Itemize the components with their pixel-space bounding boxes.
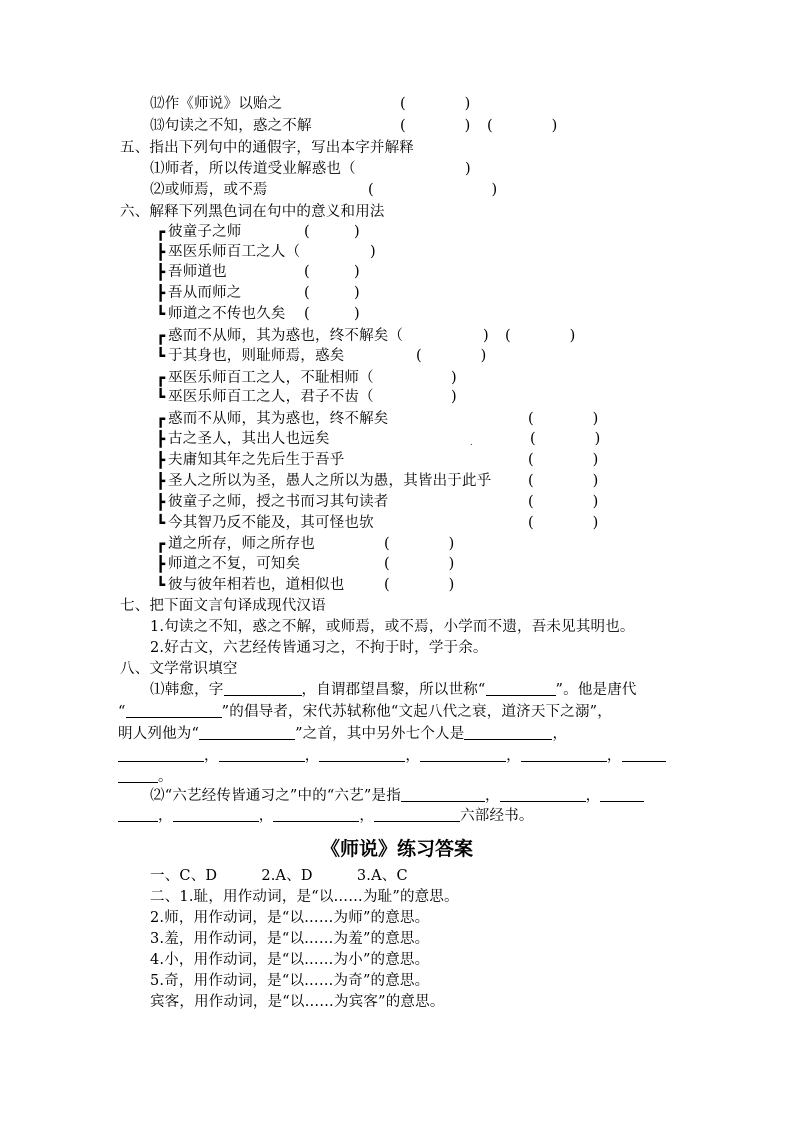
answer-paren: ( ) [400, 118, 471, 134]
answer-paren: ( ) [528, 411, 599, 427]
answer-paren: ( ) [416, 348, 487, 364]
translation-sentence: 1.句读之不知，惑之不解，或师焉，或不焉，小学而不遗，吾未见其明也。 [150, 619, 635, 635]
brace-icon: ┣ [156, 451, 166, 469]
fill-blank[interactable] [118, 768, 158, 783]
question-item: 圣人之所以为圣，愚人之所以为愚，其皆出于此乎 [168, 473, 492, 489]
section-heading-8: 八、文学常识填空 [120, 661, 238, 677]
fill-blank[interactable] [118, 807, 158, 822]
answer-paren: ) [370, 244, 376, 260]
brace-icon: ┣ [156, 555, 166, 573]
answer-paren: ) [483, 328, 489, 344]
answer-line: 3.羞，用作动词，是“以……为羞”的意思。 [150, 931, 430, 947]
answer-paren: ( ) [505, 328, 576, 344]
question-item: 道之所存，师之所存也 [168, 536, 315, 552]
fill-blank[interactable] [224, 681, 302, 696]
brace-icon: ┏ [156, 223, 166, 241]
fill-blank[interactable] [600, 787, 644, 802]
question-item: 巫医乐师百工之人，不耻相师（ [168, 370, 374, 386]
fill-line-5: 。 [118, 767, 173, 787]
fill-line-1: ⑴韩愈，字 ，自谓郡望昌黎，所以世称“ ”。他是唐代 [150, 682, 637, 698]
answer-line: 2.师，用作动词，是“以……为师”的意思。 [150, 910, 430, 926]
question-item: ⑴师者，所以传道受业解惑也（ [150, 161, 356, 177]
fill-blank[interactable] [126, 703, 222, 718]
answer-paren: ( ) [304, 224, 360, 240]
brace-icon: ┏ [156, 369, 166, 387]
brace-icon: ┏ [156, 535, 166, 553]
brace-icon: ┗ [156, 514, 166, 532]
fill-blank[interactable] [199, 725, 295, 740]
question-item: 吾从而师之 [168, 285, 242, 301]
fill-blank[interactable] [374, 807, 460, 822]
answer-paren: ( ) [528, 452, 599, 468]
answers-title: 《师说》练习答案 [320, 838, 473, 860]
fill-line-6: ⑵“六艺经传皆通习之”中的“六艺”是指 ， ， [150, 786, 644, 806]
fill-blank[interactable] [622, 747, 666, 762]
answer-line: 二、1.耻，用作动词，是“以……为耻”的意思。 [150, 889, 459, 905]
answer-paren: ( ) [487, 118, 558, 134]
question-item: 夫庸知其年之先后生于吾乎 [168, 452, 345, 468]
answer-paren: ) [451, 389, 457, 405]
fill-blank[interactable] [521, 747, 607, 762]
answer-line: 宾客，用作动词，是“以……为宾客”的意思。 [150, 994, 445, 1010]
fill-blank[interactable] [219, 747, 305, 762]
question-item: 巫医乐师百工之人（ [168, 244, 301, 260]
section-heading-6: 六、解释下列黑色词在句中的意义和用法 [120, 204, 385, 220]
answer-paren: ( ) [530, 431, 601, 447]
answer-paren: ( ) [304, 285, 360, 301]
brace-icon: ┏ [156, 327, 166, 345]
answer-paren: ) [465, 161, 471, 177]
question-item: 古之圣人，其出人也远矣 [168, 431, 330, 447]
answer-line: 一、C、D 2.A、D 3.A、C [150, 868, 408, 884]
answer-paren: ( ) [304, 264, 360, 280]
question-item: 彼童子之师 [168, 224, 242, 240]
question-item: 今其智乃反不能及，其可怪也欤 [168, 515, 374, 531]
fill-blank[interactable] [486, 681, 556, 696]
answer-paren: ) [451, 370, 457, 386]
question-item: 彼童子之师，授之书而习其句读者 [168, 494, 389, 510]
section-heading-7: 七、把下面文言句译成现代汉语 [120, 598, 326, 614]
fill-blank[interactable] [464, 725, 552, 740]
question-item: 师道之不复，可知矣 [168, 556, 301, 572]
question-13: ⒀句读之不知，惑之不解 [150, 118, 312, 134]
answer-paren: ( ) [368, 182, 498, 198]
answer-paren: ( ) [528, 494, 599, 510]
fill-line-3: 明人列他为“ ”之首，其中另外七个人是 ， [118, 726, 568, 742]
question-item: 惑而不从师，其为惑也，终不解矣 [168, 411, 389, 427]
question-item: 师道之不传也久矣 [168, 306, 286, 322]
fill-blank[interactable] [401, 787, 485, 802]
answer-paren: ( ) [528, 515, 599, 531]
question-item: 吾师道也 [168, 264, 227, 280]
question-12: ⑿作《师说》以贻之 [150, 96, 283, 112]
fill-blank[interactable] [420, 747, 506, 762]
answer-line: 5.奇，用作动词，是“以……为奇”的意思。 [150, 973, 430, 989]
brace-icon: ┗ [156, 347, 166, 365]
answer-line: 4.小，用作动词，是“以……为小”的意思。 [150, 952, 430, 968]
brace-icon: ┗ [156, 388, 166, 406]
brace-icon: ┣ [156, 243, 166, 261]
brace-icon: ┣ [156, 430, 166, 448]
stray-dot: . [470, 438, 473, 447]
fill-blank[interactable] [500, 787, 586, 802]
answer-paren: ( ) [384, 577, 455, 593]
answer-paren: ( ) [400, 96, 471, 112]
fill-blank[interactable] [273, 807, 359, 822]
answer-paren: ( ) [304, 306, 360, 322]
brace-icon: ┣ [156, 472, 166, 490]
question-item: 于其身也，则耻师焉，惑矣 [168, 348, 345, 364]
fill-blank[interactable] [118, 747, 204, 762]
fill-line-2: “ ”的倡导者，宋代苏轼称他“文起八代之衰，道济天下之溺”， [118, 704, 612, 720]
brace-icon: ┗ [156, 576, 166, 594]
brace-icon: ┗ [156, 305, 166, 323]
question-item: 彼与彼年相若也，道相似也 [168, 577, 345, 593]
answer-paren: ( ) [528, 473, 599, 489]
section-heading-5: 五、指出下列句中的通假字，写出本字并解释 [120, 140, 414, 156]
question-item: 巫医乐师百工之人，君子不齿（ [168, 389, 374, 405]
answer-paren: ( ) [384, 556, 455, 572]
fill-line-4: ， ， ， ， ， [118, 746, 666, 766]
question-item: 惑而不从师，其为惑也，终不解矣（ [168, 328, 404, 344]
brace-icon: ┣ [156, 493, 166, 511]
answer-paren: ( ) [384, 536, 455, 552]
brace-icon: ┏ [156, 410, 166, 428]
brace-icon: ┣ [156, 263, 166, 281]
translation-sentence: 2.好古文，六艺经传皆通习之，不拘于时，学于余。 [150, 640, 488, 656]
brace-icon: ┣ [156, 284, 166, 302]
fill-blank[interactable] [173, 807, 259, 822]
fill-blank[interactable] [319, 747, 405, 762]
fill-line-7: ， ， ， 六部经书。 [118, 806, 534, 826]
question-item: ⑵或师焉，或不焉 [150, 182, 268, 198]
